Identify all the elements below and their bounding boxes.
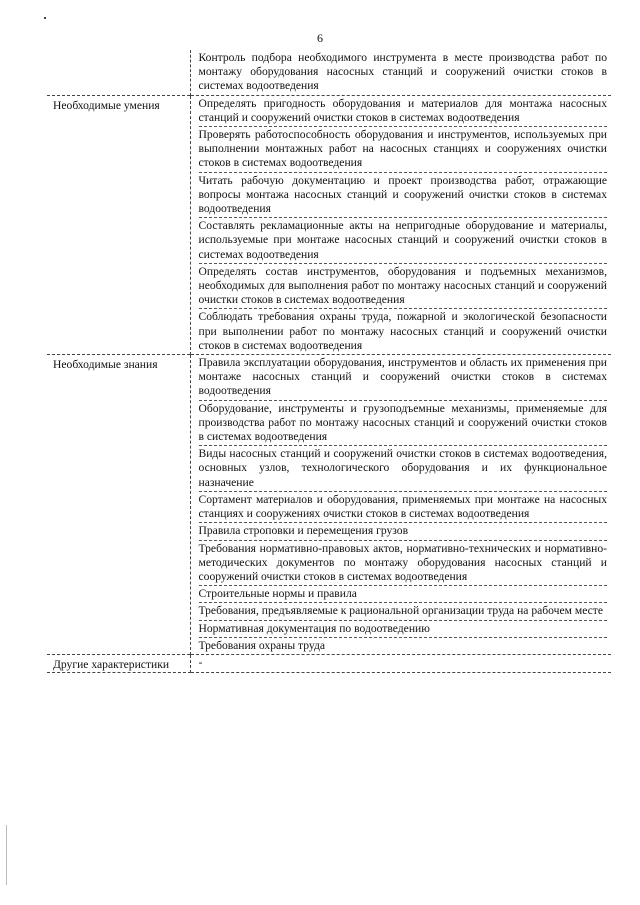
row-content — [190, 50, 611, 95]
row-content-skills — [190, 95, 611, 354]
table-row-other — [47, 654, 611, 672]
list-item: Требования охраны труда — [198, 638, 325, 652]
list-item: Нормативная документация по водоотведению — [199, 621, 608, 638]
row-label — [47, 50, 190, 95]
list-item: Определять состав инструментов, оборудования и подъемных механизмов, необходимых для выполнения работ по монтажу насосных станций и сооружений очистки стоков в системах водоотведения — [199, 264, 608, 310]
list-item: Читать рабочую документацию и проект производства работ, отражающие вопросы монтажа насосных станций и сооружений очистки стоков в системах водоотведения — [199, 173, 608, 219]
row-content-knowledge — [190, 355, 611, 655]
list-item: Проверять работоспособность оборудования и инструментов, используемых при выполнении монтажных работ на насосных станциях и сооружениях очистки стоков в системах водоотведения — [199, 127, 608, 173]
list-item: Оборудование, инструменты и грузоподъемные механизмы, применяемые для производства работ по монтажу насосных станций и сооружений очистки стоков в системах водоотведения — [199, 401, 608, 447]
list-item: - — [198, 655, 203, 669]
list-item: Составлять рекламационные акты на непригодные оборудование и материалы, используемые при монтаже насосных станций и сооружений очистки стоков в системах водоотведения — [199, 218, 608, 264]
list-item: Требования нормативно-правовых актов, нормативно-технических и нормативно-методических документов по монтажу оборудования насосных станций и сооружений очистки стоков в системах водоотведения — [199, 541, 608, 587]
list-item: Определять пригодность оборудования и материалов для монтажа насосных станций и сооружений очистки стоков в системах водоотведения — [199, 96, 608, 127]
table-row-continuation — [47, 50, 611, 95]
table-row-skills — [47, 95, 611, 354]
row-content-other — [190, 654, 611, 672]
row-label-knowledge: Необходимые знания — [47, 355, 190, 655]
table-row-knowledge — [47, 355, 611, 655]
page-number: 6 — [317, 31, 323, 45]
list-item: Сортамент материалов и оборудования, применяемых при монтаже на насосных станциях и сооружениях очистки стоков в системах водоотведения — [199, 492, 608, 523]
row-label-other: Другие характеристики — [47, 654, 190, 672]
list-item: Требования, предъявляемые к рациональной организации труда на рабочем месте — [199, 603, 608, 620]
scan-speck — [44, 17, 46, 19]
qualification-table — [47, 50, 611, 673]
list-item: Контроль подбора необходимого инструмента в месте производства работ по монтажу оборудования насосных станций и сооружений очистки стоков в системах водоотведения — [198, 51, 607, 93]
scan-margin-mark — [6, 825, 7, 885]
list-item: Соблюдать требования охраны труда, пожарной и экологической безопасности при выполнении работ по монтажу насосных станций и сооружений очистки стоков в системах водоотведения — [198, 310, 607, 352]
list-item: Правила эксплуатации оборудования, инструментов и область их применения при монтаже насосных станций и сооружений очистки стоков в системах водоотведения — [199, 355, 608, 401]
list-item: Виды насосных станций и сооружений очистки стоков в системах водоотведения, основных узлов, технологического оборудования и их функциональное назначение — [199, 446, 608, 492]
list-item: Правила строповки и перемещения грузов — [199, 523, 608, 540]
row-label-skills: Необходимые умения — [47, 95, 190, 354]
list-item: Строительные нормы и правила — [199, 586, 608, 603]
